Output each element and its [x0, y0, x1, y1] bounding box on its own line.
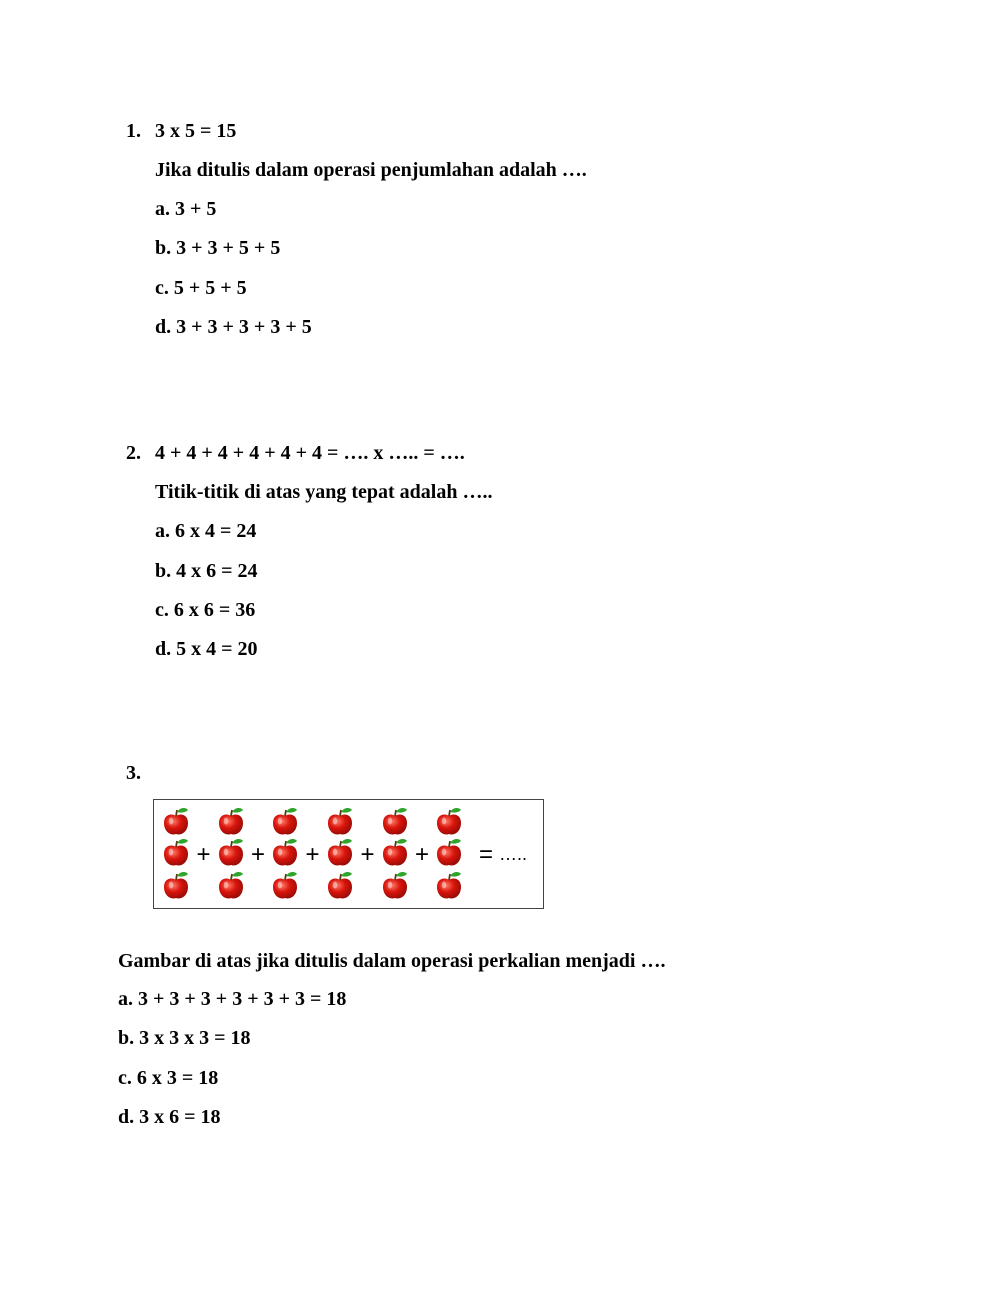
q3-option-a[interactable]: a. 3 + 3 + 3 + 3 + 3 + 3 = 18 [118, 988, 347, 1010]
q2-option-c[interactable]: c. 6 x 6 = 36 [155, 599, 256, 621]
apple-icon [437, 808, 461, 834]
apple-figure [153, 799, 544, 909]
q2-option-a[interactable]: a. 6 x 4 = 24 [155, 520, 257, 542]
q2-question: Titik-titik di atas yang tepat adalah ….. [155, 481, 493, 503]
apple-icon [437, 839, 461, 865]
q3-question: Gambar di atas jika ditulis dalam operasi perkalian menjadi …. [118, 950, 666, 972]
plus-sign: + [196, 841, 211, 868]
apple-icon [273, 872, 297, 898]
apple-icon [383, 808, 407, 834]
q2-expression: 4 + 4 + 4 + 4 + 4 + 4 = …. x ….. = …. [155, 442, 465, 464]
q3-option-b[interactable]: b. 3 x 3 x 3 = 18 [118, 1027, 251, 1049]
apple-icon [383, 872, 407, 898]
apple-icon [328, 872, 352, 898]
apple-icon [328, 808, 352, 834]
apple-icon [328, 839, 352, 865]
answer-blank: ….. [499, 844, 528, 864]
apple-icon [273, 839, 297, 865]
apple-icon [219, 872, 243, 898]
q1-expression: 3 x 5 = 15 [155, 120, 237, 142]
apple-icon [273, 808, 297, 834]
apple-icon [383, 839, 407, 865]
q2-number: 2. [126, 442, 141, 464]
q1-question: Jika ditulis dalam operasi penjumlahan adalah …. [155, 159, 587, 181]
equals-sign: = [479, 841, 494, 868]
apple-icon [437, 872, 461, 898]
plus-sign: + [414, 841, 430, 868]
q1-option-d[interactable]: d. 3 + 3 + 3 + 3 + 5 [155, 316, 312, 338]
q1-option-a[interactable]: a. 3 + 5 [155, 198, 217, 220]
q1-option-b[interactable]: b. 3 + 3 + 5 + 5 [155, 237, 281, 259]
q2-option-b[interactable]: b. 4 x 6 = 24 [155, 560, 258, 582]
apple-icon [164, 872, 188, 898]
q3-number: 3. [126, 762, 141, 784]
q3-option-c[interactable]: c. 6 x 3 = 18 [118, 1067, 219, 1089]
plus-sign: + [360, 841, 375, 868]
q1-number: 1. [126, 120, 141, 142]
q3-option-d[interactable]: d. 3 x 6 = 18 [118, 1106, 221, 1128]
plus-sign: + [250, 841, 266, 868]
q1-option-c[interactable]: c. 5 + 5 + 5 [155, 277, 247, 299]
apple-icon [219, 839, 243, 865]
plus-sign: + [305, 841, 320, 868]
apple-groups-illustration [154, 800, 543, 908]
apple-icon [164, 839, 188, 865]
q2-option-d[interactable]: d. 5 x 4 = 20 [155, 638, 258, 660]
apple-icon [219, 808, 243, 834]
apple-icon [164, 808, 188, 834]
